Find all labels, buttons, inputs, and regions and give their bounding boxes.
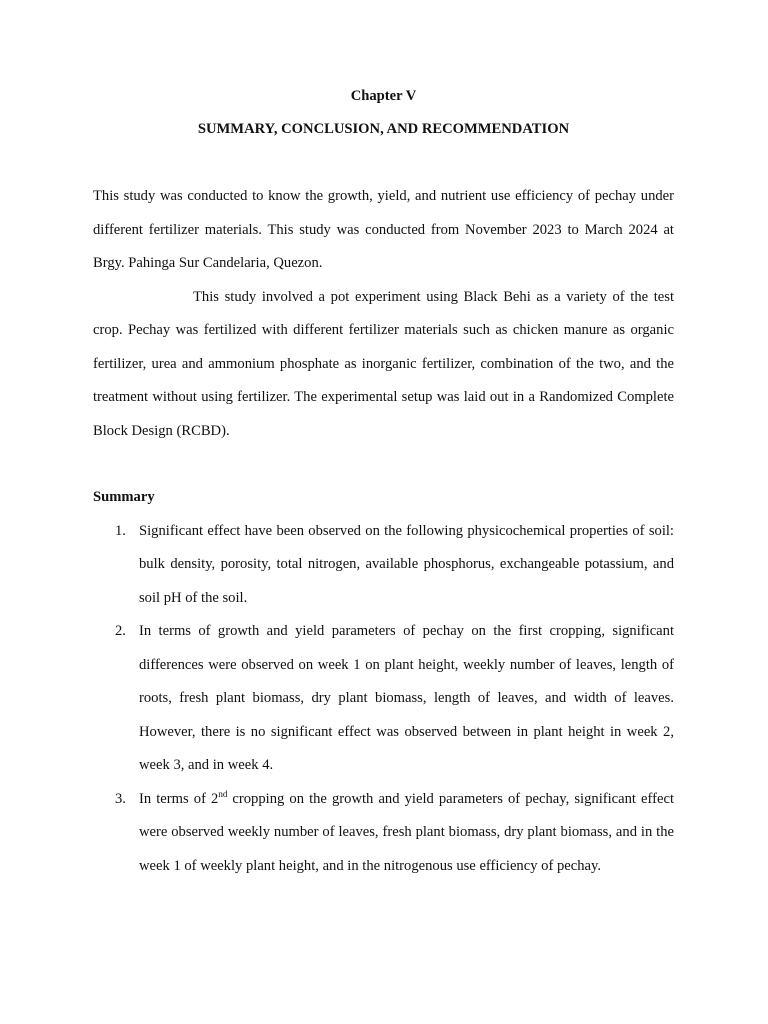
summary-heading: Summary [93,489,155,505]
summary-item [93,783,674,884]
item-text-rest: cropping on the growth and yield parameters of pechay, significant effect were observed weekly number of leaves, fresh plant biomass, dry plant biomass, and in the week 1 of weekly plant height, and in the nitrogenous use efficiency of pechay. [139,790,675,874]
item-text [139,788,675,874]
item-number: 1. [115,522,126,539]
chapter-label: Chapter V [350,88,417,104]
item-text: In terms of growth and yield parameters of pechay on the first cropping, significant differences were observed on week 1 on plant height, weekly number of leaves, length of roots, fresh plant biomass, dry plant biomass, length of leaves, and width of leaves. However, there is no significant effect was observed between in plant height in week 2, week 3, and in week 4. [139,623,674,773]
summary-item [93,515,674,616]
ordinal-superscript: nd [218,788,228,799]
document-page [93,86,674,883]
item-number: 2. [115,623,126,639]
item-text: Significant effect have been observed on the following physicochemical properties of soil: bulk density, porosity, total nitrogen, available phosphorus, exchangeable potassium, and soil pH of the soil. [139,522,674,606]
item-number: 3. [115,790,126,807]
intro-paragraph-1: This study was conducted to know the growth, yield, and nutrient use efficiency of pechay under different fertilizer materials. This study was conducted from November 2023 to March 2024 at Brgy. Pahinga Sur Candelaria, Quezon. [93,188,674,271]
summary-list [93,515,674,884]
summary-item [93,615,674,783]
intro-paragraph-2: This study involved a pot experiment using Black Behi as a variety of the test crop. Pechay was fertilized with different fertilizer materials such as chicken manure as organic fertilizer, urea and ammonium phosphate as inorganic fertilizer, combination of the two, and the treatment without using fertilizer. The experimental setup was laid out in a Randomized Complete Block Design (RCBD). [93,288,674,439]
chapter-title: SUMMARY, CONCLUSION, AND RECOMMENDATION [197,121,570,137]
item-text-start: In terms of 2 [139,790,219,807]
